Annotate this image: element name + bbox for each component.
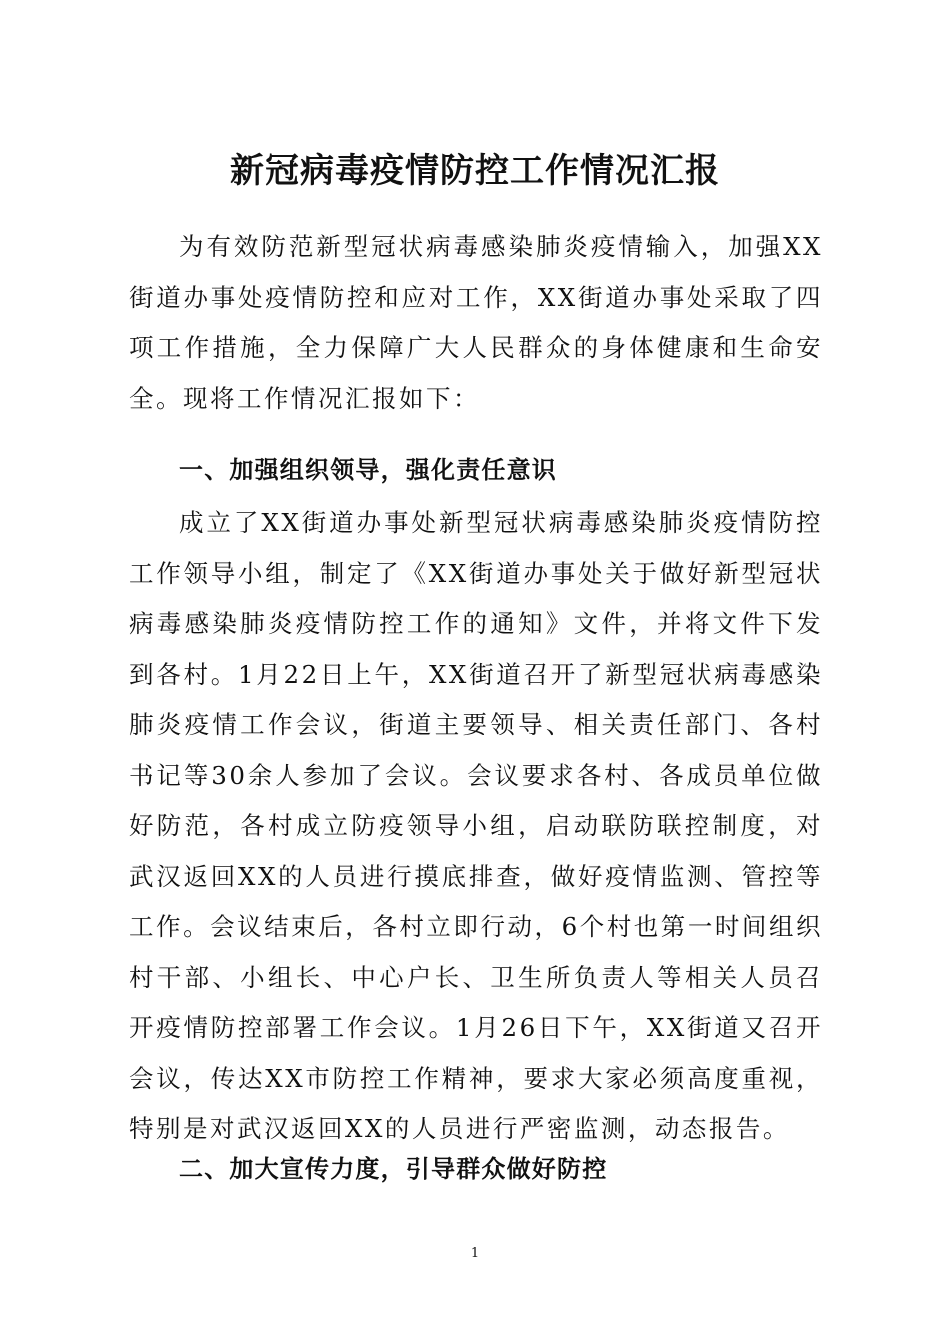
document-title: 新冠病毒疫情防控工作情况汇报 xyxy=(230,151,720,191)
section-heading-1: 一、加强组织领导，强化责任意识 xyxy=(179,456,557,484)
section-paragraph-1: 成立了XX街道办事处新型冠状病毒感染肺炎疫情防控工作领导小组，制定了《XX街道办事处关于做好新型冠状病毒感染肺炎疫情防控工作的通知》文件，并将文件下发到各村。1月22日上午，XX街道召开了新型冠状病毒感染肺炎疫情工作会议，街道主要领导、相关责任部门、各村书记等30余人参加了会议。会议要求各村、各成员单位做好防范，各村成立防疫领导小组，启动联防联控制度，对武汉返回XX的人员进行摸底排查，做好疫情监测、管控等工作。会议结束后，各村立即行动，6个村也第一时间组织村干部、小组长、中心户长、卫生所负责人等相关人员召开疫情防控部署工作会议。1月26日下午，XX街道又召开会议，传达XX市防控工作精神，要求大家必须高度重视，特别是对武汉返回XX的人员进行严密监测，动态报告。 xyxy=(129,508,823,1143)
intro-paragraph: 为有效防范新型冠状病毒感染肺炎疫情输入，加强XX街道办事处疫情防控和应对工作，XX街道办事处采取了四项工作措施，全力保障广大人民群众的身体健康和生命安全。现将工作情况汇报如下： xyxy=(129,232,823,413)
section-heading-2: 二、加大宣传力度，引导群众做好防控 xyxy=(179,1155,608,1183)
page-number: 1 xyxy=(470,1246,480,1261)
